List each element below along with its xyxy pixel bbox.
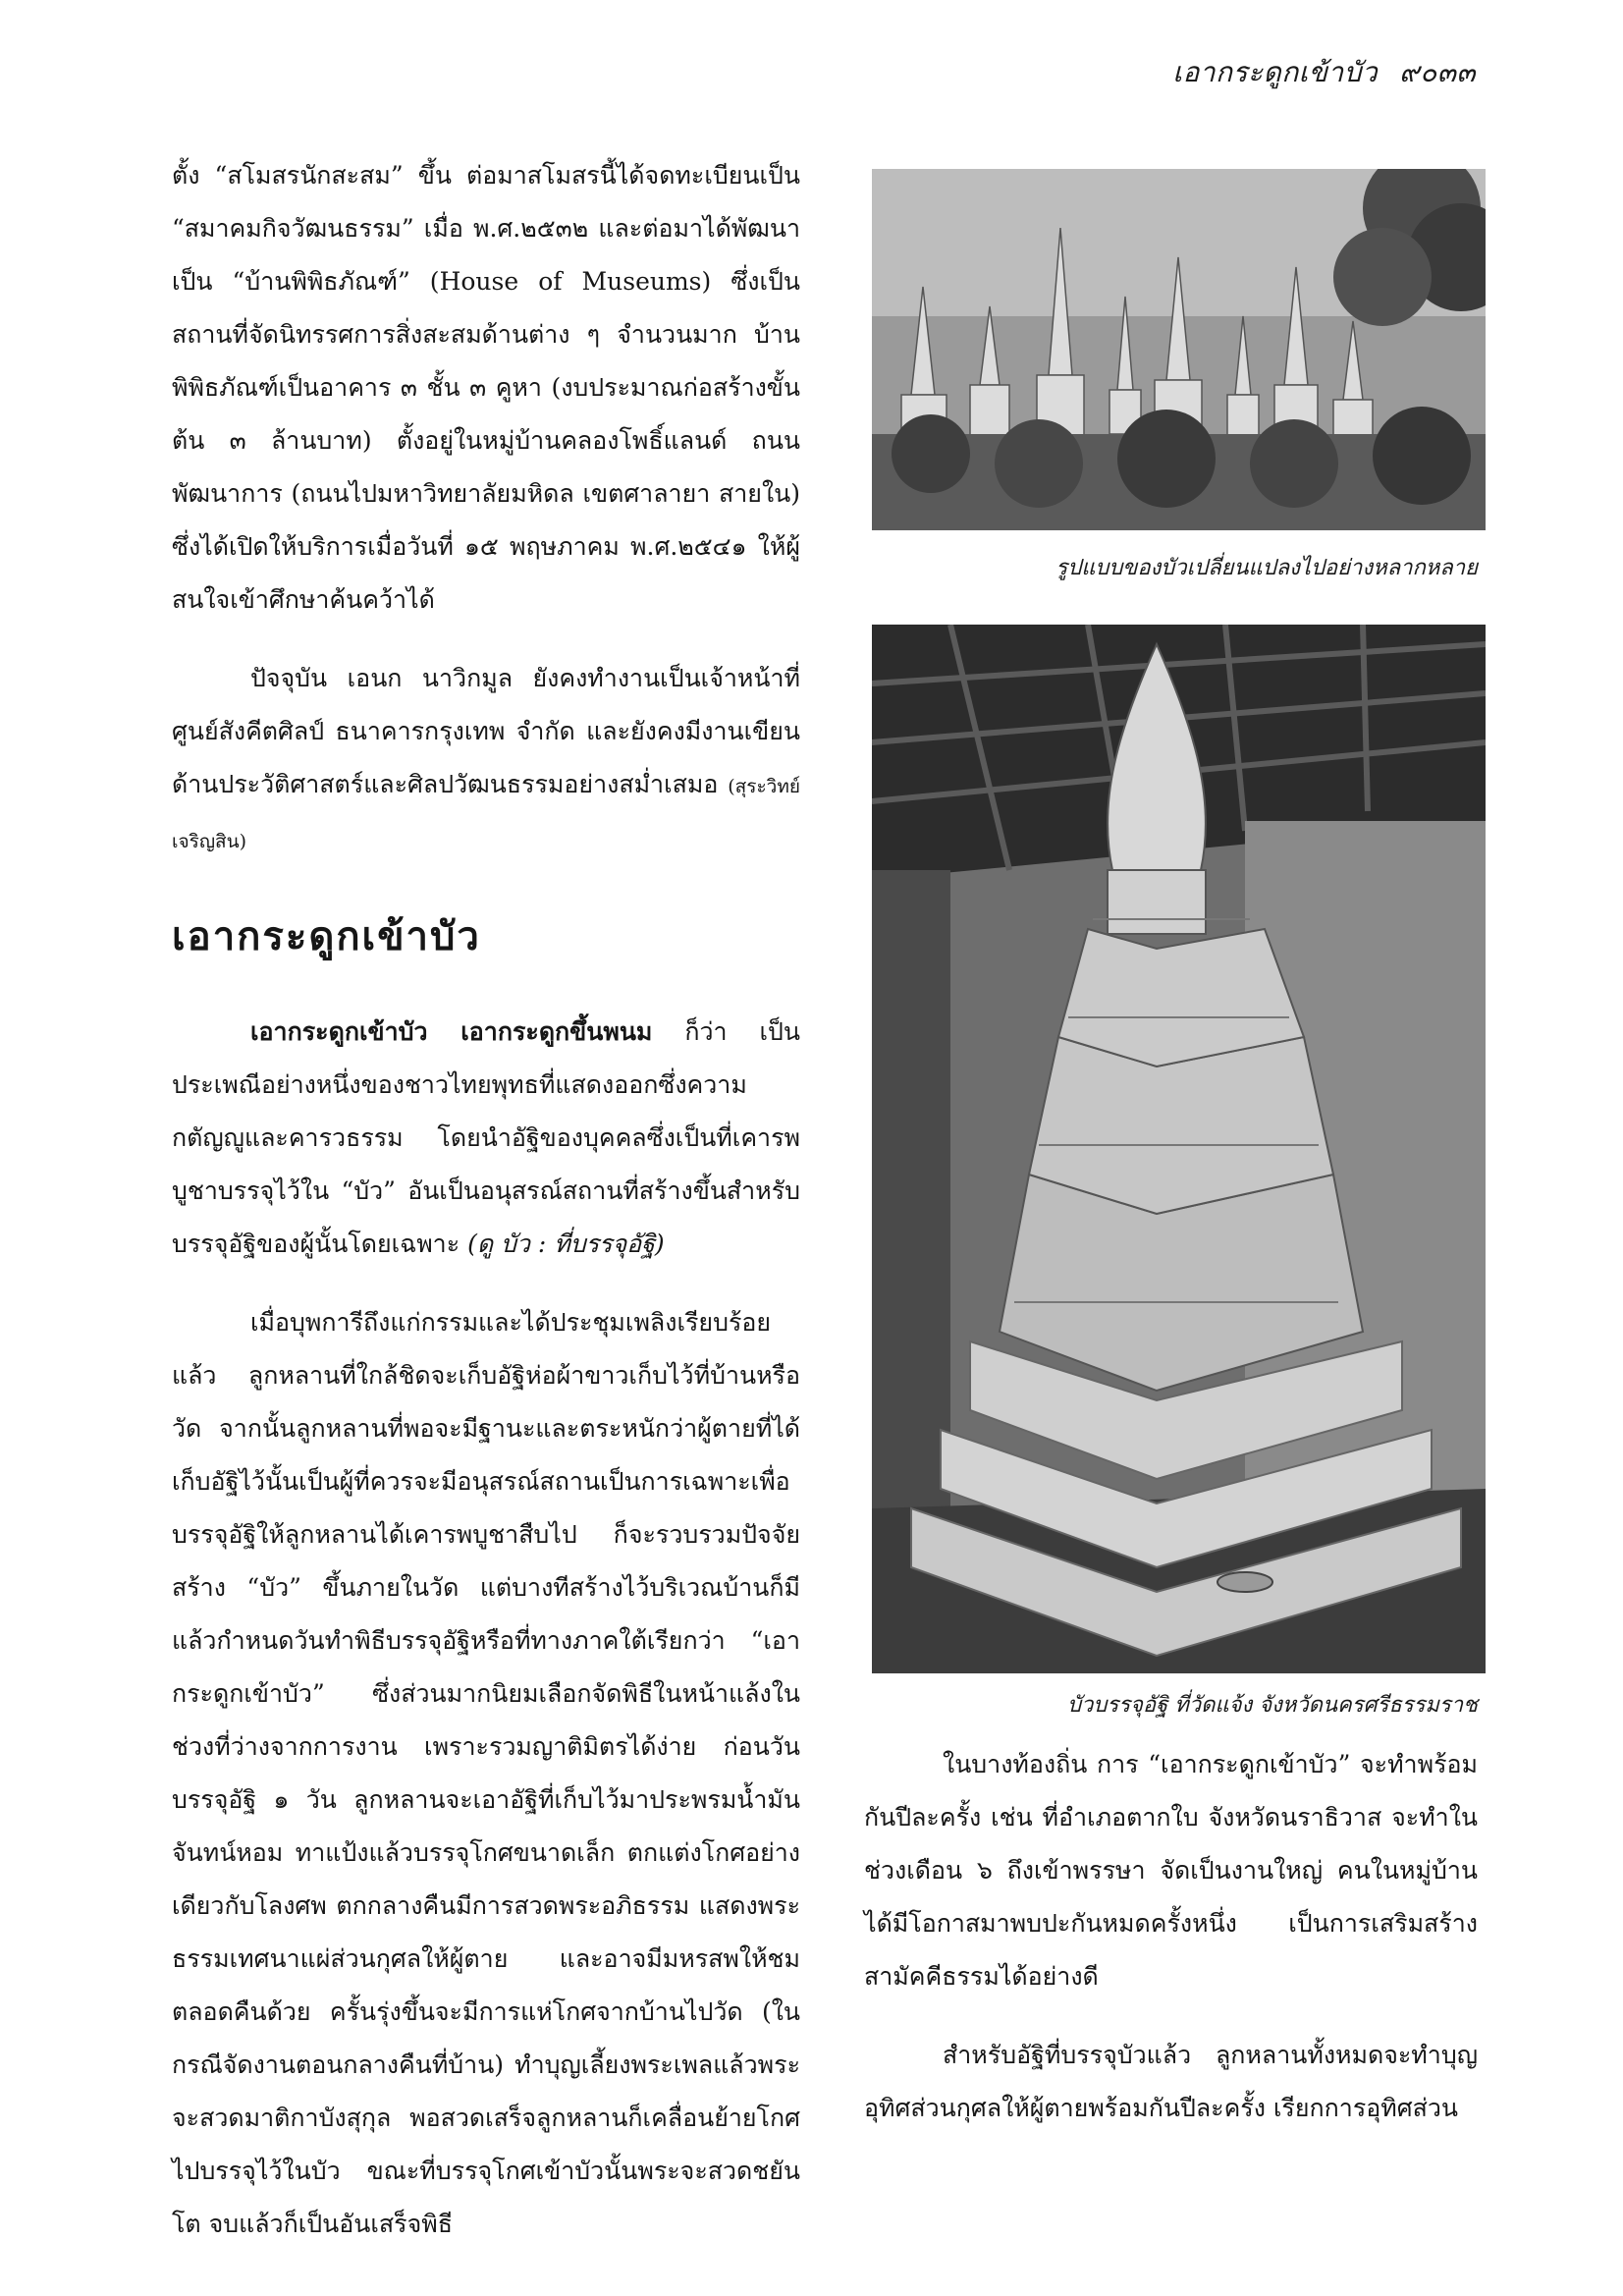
paragraph-annual-ceremony: ในบางท้องถิ่น การ “เอากระดูกเข้าบัว” จะทำพร้อมกันปีละครั้ง เช่น ที่อำเภอตากใบ จังหวัดนราธิวาส จะทำในช่วงเดือน ๖ ถึงเข้าพรรษา จัดเป็นงานใหญ่ คนในหมู่บ้านได้มีโอกาสมาพบปะกันหมดครั้งหนึ่ง เป็นการเสริมสร้างสามัคคีธรรมได้อย่างดี [864,1750,1478,1991]
paragraph-merit-making: สำหรับอัฐิที่บรรจุบัวแล้ว ลูกหลานทั้งหมดจะทำบุญอุทิศส่วนกุศลให้ผู้ตายพร้อมกันปีละครั้ง เรียกการอุทิศส่วน [864,2041,1478,2122]
figure-caption-1: รูปแบบของบัวเปลี่ยนแปลงไปอย่างหลากหลาย [1055,556,1478,580]
header-title: เอากระดูกเข้าบัว [1172,56,1379,88]
photo-ossuary-wat-chaeng [872,625,1486,1673]
photo-stupa-cemetery [872,169,1486,530]
paragraph-museum-history: ตั้ง “สโมสรนักสะสม” ขึ้น ต่อมาสโมสรนี้ได้จดทะเบียนเป็น “สมาคมกิจวัฒนธรรม” เมื่อ พ.ศ.๒๕๓๒ และต่อมาได้พัฒนาเป็น “บ้านพิพิธภัณฑ์” (House of Museums) ซึ่งเป็นสถานที่จัดนิทรรศการสิ่งสะสมด้านต่าง ๆ จำนวนมาก บ้านพิพิธภัณฑ์เป็นอาคาร ๓ ชั้น ๓ คูหา (งบประมาณก่อสร้างขั้นต้น ๓ ล้านบาท) ตั้งอยู่ในหมู่บ้านคลองโพธิ์แลนด์ ถนนพัฒนาการ (ถนนไปมหาวิทยาลัยมหิดล เขตศาลายา สายใน) ซึ่งได้เปิดให้บริการเมื่อวันที่ ๑๕ พฤษภาคม พ.ศ.๒๕๔๑ ให้ผู้สนใจเข้าศึกษาค้นคว้าได้ [172,161,800,614]
definition-text: ก็ว่า เป็นประเพณีอย่างหนึ่งของชาวไทยพุทธที่แสดงออกซึ่งความกตัญญูและคารวธรรม โดยนำอัฐิของบุคคลซึ่งเป็นที่เคารพบูชาบรรจุไว้ใน “บัว” อันเป็นอนุสรณ์สถานที่สร้างขึ้นสำหรับบรรจุอัฐิของผู้นั้นโดยเฉพาะ [172,1017,800,1258]
paragraph-ceremony: เมื่อบุพการีถึงแก่กรรมและได้ประชุมเพลิงเรียบร้อยแล้ว ลูกหลานที่ใกล้ชิดจะเก็บอัฐิห่อผ้าขาวเก็บไว้ที่บ้านหรือวัด จากนั้นลูกหลานที่พอจะมีฐานะและตระหนักว่าผู้ตายที่ได้เก็บอัฐิไว้นั้นเป็นผู้ที่ควรจะมีอนุสรณ์สถานเป็นการเฉพาะเพื่อบรรจุอัฐิให้ลูกหลานได้เคารพบูชาสืบไป ก็จะรวบรวมปัจจัยสร้าง “บัว” ขึ้นภายในวัด แต่บางทีสร้างไว้บริเวณบ้านก็มี แล้วกำหนดวันทำพิธีบรรจุอัฐิหรือที่ทางภาคใต้เรียกว่า “เอากระดูกเข้าบัว” ซึ่งส่วนมากนิยมเลือกจัดพิธีในหน้าแล้งในช่วงที่ว่างจากการงาน เพราะรวมญาติมิตรได้ง่าย ก่อนวันบรรจุอัฐิ ๑ วัน ลูกหลานจะเอาอัฐิที่เก็บไว้มาประพรมน้ำมัน จันทน์หอม ทาแป้งแล้วบรรจุโกศขนาดเล็ก ตกแต่งโกศอย่างเดียวกับโลงศพ ตกกลางคืนมีการสวดพระอภิธรรม แสดงพระธรรมเทศนาแผ่ส่วนกุศลให้ผู้ตาย และอาจมีมหรสพให้ชมตลอดคืนด้วย ครั้นรุ่งขึ้นจะมีการแห่โกศจากบ้านไปวัด (ในกรณีจัดงานตอนกลางคืนที่บ้าน) ทำบุญเลี้ยงพระเพลแล้วพระจะสวดมาติกาบังสุกุล พอสวดเสร็จลูกหลานก็เคลื่อนย้ายโกศไปบรรจุไว้ในบัว ขณะที่บรรจุโกศเข้าบัวนั้นพระจะสวดชยันโต จบแล้วก็เป็นอันเสร็จพิธี [172,1308,800,2238]
paragraph-text: ปัจจุบัน เอนก นาวิกมูล ยังคงทำงานเป็นเจ้าหน้าที่ศูนย์สังคีตศิลป์ ธนาคารกรุงเทพ จำกัด และยังคงมีงานเขียนด้านประวัติศาสตร์และศิลปวัฒนธรรมอย่างสม่ำเสมอ [172,664,800,798]
cross-reference: (ดู บัว : ที่บรรจุอัฐิ) [467,1230,665,1258]
running-header [1172,51,1476,94]
paragraph-current-status [172,652,800,868]
author-citation: (สุระวิทย์ เจริญสิน) [172,776,800,852]
left-column [172,149,800,2276]
section-heading: เอากระดูกเข้าบัว [172,914,481,959]
right-column [864,1738,1478,2160]
term-bold: เอากระดูกเข้าบัว เอากระดูกขึ้นพนม [250,1017,653,1046]
page-number: ๙๐๓๓ [1399,56,1476,88]
paragraph-definition [172,1006,800,1271]
figure-caption-2: บัวบรรจุอัฐิ ที่วัดแจ้ง จังหวัดนครศรีธรรมราช [1067,1693,1478,1718]
